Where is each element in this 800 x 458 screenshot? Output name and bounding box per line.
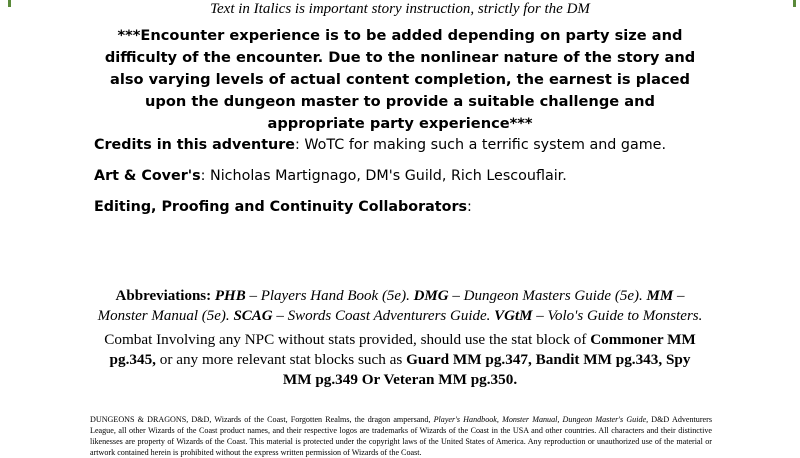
- credits-text: : WoTC for making such a terrific system and game.: [295, 137, 666, 153]
- credits-label: Credits in this adventure: [94, 137, 295, 153]
- legal-disclaimer: [90, 414, 712, 458]
- legal-books: Player's Handbook, Monster Manual, Dungeon Master's Guide,: [433, 415, 649, 424]
- dm-instruction-note: Text in Italics is important story instruction, strictly for the DM: [210, 1, 590, 17]
- combat-other-refs: Guard MM pg.347, Bandit MM pg.343, Spy MM pg.349 Or Veteran MM pg.350.: [282, 351, 691, 388]
- art-cover-text: : Nicholas Martignago, DM's Guild, Rich Lescouflair.: [200, 168, 567, 184]
- combat-commoner-ref: Commoner MM pg.345,: [109, 331, 696, 368]
- art-cover-label: Art & Cover's: [94, 168, 201, 184]
- abbreviations-block: [90, 286, 710, 326]
- editing-label: Editing, Proofing and Continuity Collaborators: [94, 199, 468, 215]
- abbr-scag: SCAG: [233, 308, 273, 324]
- credits-line: [94, 135, 734, 155]
- legal-part2: D&D Adventurers League, all other Wizards of the Coast product names, and their respective logos are trademarks of Wizards of the Coast in the USA and other countries. All characters and their distinctive likenesses are property of Wizards of the Coast. This material is protected under the copyright laws of the United States of America. Any reproduction or unauthorized use of the material or artwork contained herein is prohibited without the express written permission of Wizards of the Coast.: [90, 415, 712, 457]
- abbr-scag-text: – Swords Coast Adventurers Guide.: [272, 308, 495, 324]
- abbr-vgtm: VGtM: [494, 308, 533, 324]
- editing-text: :: [467, 199, 472, 215]
- combat-stat-note: [100, 330, 700, 390]
- encounter-experience-note: ***Encounter experience is to be added depending on party size and difficulty of the encounter. Due to the nonlinear nature of the story and also varying levels of actual content completion, the earnest is placed upon the dungeon master to provide a suitable challenge and appropriate party experience***: [104, 27, 696, 132]
- legal-part1: DUNGEONS & DRAGONS, D&D, Wizards of the Coast, Forgotten Realms, the dragon ampersand,: [90, 415, 434, 424]
- abbreviations-label: Abbreviations:: [115, 288, 212, 304]
- abbr-vgtm-text: – Volo's Guide to Monsters.: [532, 308, 703, 324]
- combat-middle: or any more relevant stat blocks such as: [155, 351, 407, 368]
- abbr-mm: MM: [646, 288, 674, 304]
- editing-line: [94, 197, 734, 217]
- abbr-phb: PHB: [214, 288, 246, 304]
- abbr-dmg-text: – Dungeon Masters Guide (5e).: [448, 288, 647, 304]
- abbr-phb-text: – Players Hand Book (5e).: [245, 288, 414, 304]
- combat-intro: Combat Involving any NPC without stats provided, should use the stat block of: [104, 331, 591, 348]
- art-cover-line: [94, 166, 734, 186]
- abbr-mm-text: – Monster Manual (5e).: [97, 288, 685, 324]
- abbr-dmg: DMG: [413, 288, 449, 304]
